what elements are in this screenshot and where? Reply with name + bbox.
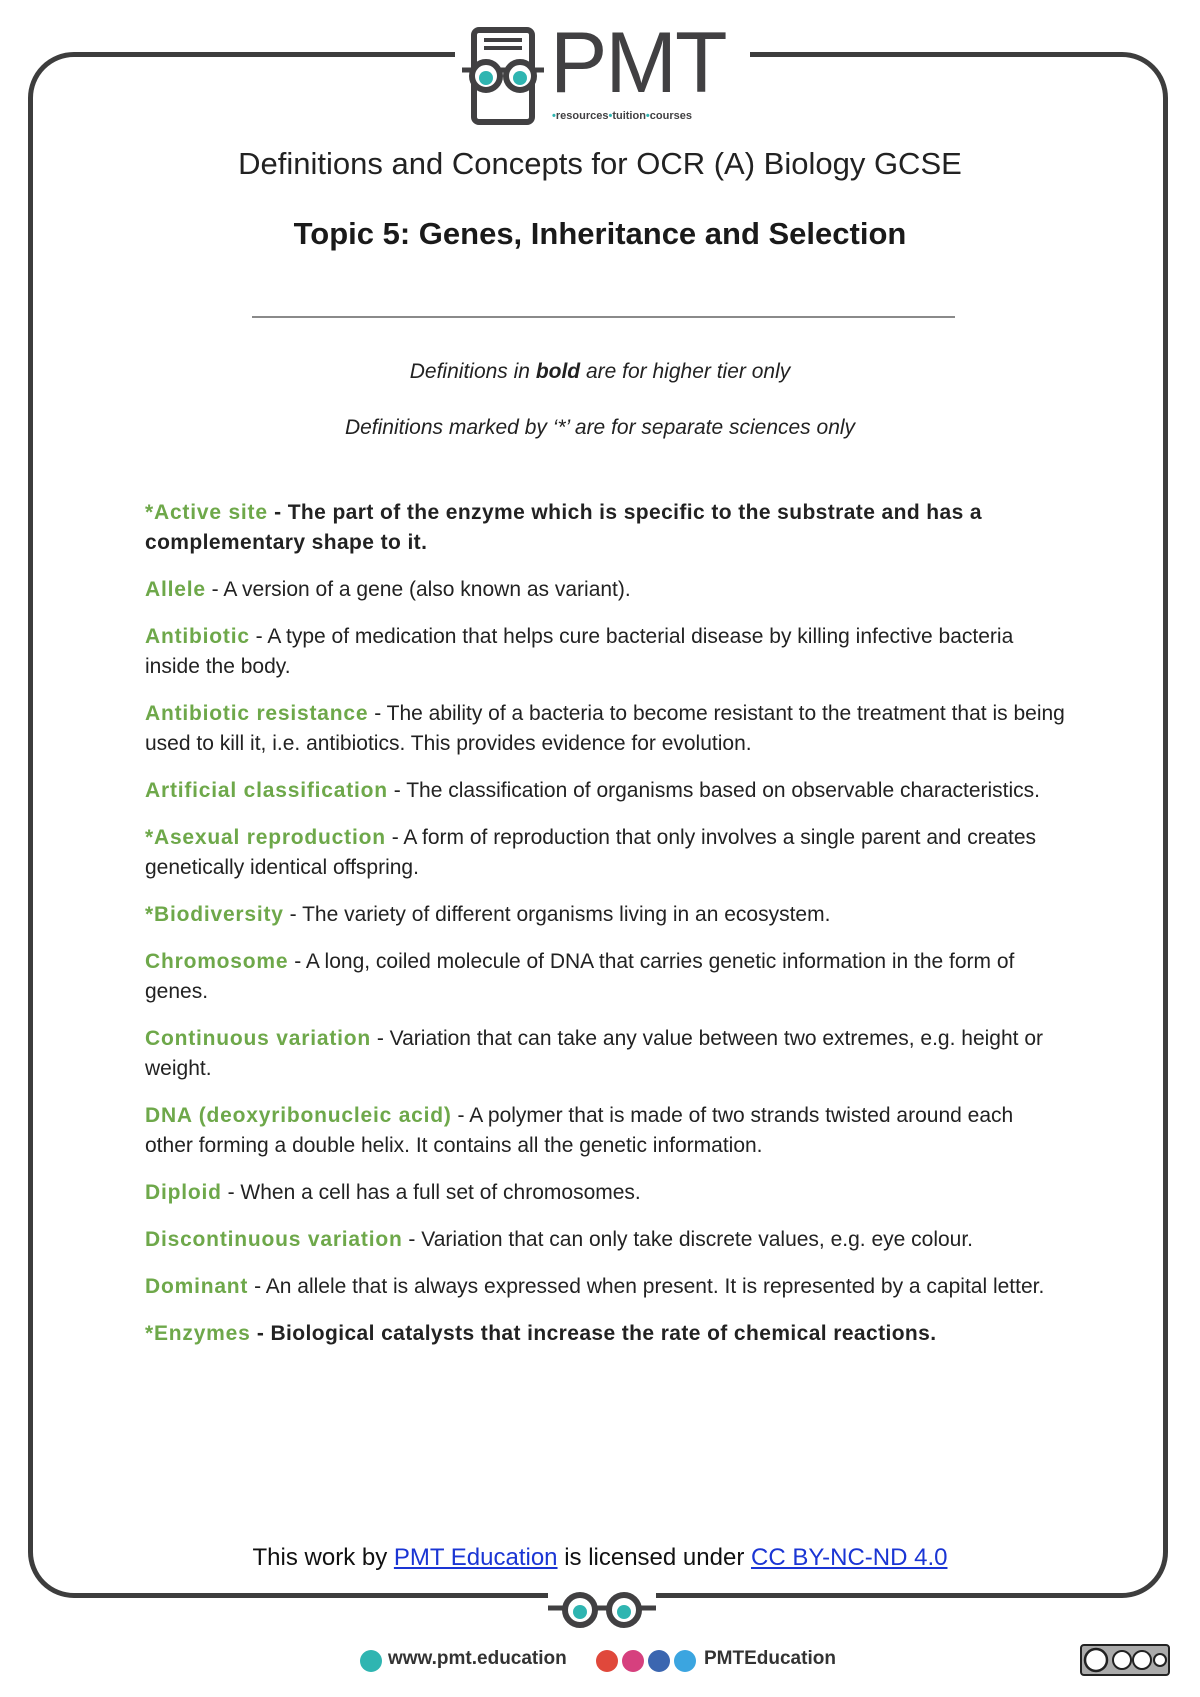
glossary-term: Diploid (145, 1181, 222, 1204)
glossary-entry (145, 1272, 1065, 1302)
goggles-icon (548, 1590, 656, 1630)
glossary-entry (145, 622, 1065, 682)
glossary-term: Discontinuous variation (145, 1228, 403, 1251)
tagline-tuition: tuition (612, 110, 646, 122)
glossary-definition: - A form of reproduction that only involves a single parent and creates genetically identical offspring. (145, 826, 1037, 879)
glossary-definition: - A polymer that is made of two strands twisted around each other forming a double helix. It contains all the genetic information. (145, 1104, 1014, 1157)
document-title: Definitions and Concepts for OCR (A) Biology GCSE (238, 146, 962, 181)
glossary-entry (145, 1225, 1065, 1255)
footer-url[interactable]: www.pmt.education (388, 1648, 567, 1669)
glossary-term: *Enzymes (145, 1322, 251, 1345)
glossary-entry (145, 699, 1065, 759)
cc-license-icon (1082, 1646, 1168, 1674)
glossary-definition: - The part of the enzyme which is specific to the substrate and has a complementary shape to it. (145, 501, 982, 554)
glossary-list (145, 498, 1065, 1366)
glossary-definition: - When a cell has a full set of chromosomes. (221, 1181, 641, 1204)
author-link[interactable]: PMT Education (393, 1544, 558, 1571)
license-link[interactable]: CC BY-NC-ND 4.0 (750, 1544, 948, 1571)
book-goggles-icon (458, 26, 548, 130)
glossary-entry (145, 1319, 1065, 1349)
facebook-icon[interactable] (648, 1650, 670, 1672)
footer-goggles (548, 1590, 656, 1630)
youtube-icon[interactable] (596, 1650, 618, 1672)
glossary-definition: - A type of medication that helps cure bacterial disease by killing infective bacteria inside the body. (145, 625, 1014, 678)
glossary-entry (145, 900, 1065, 930)
glossary-definition: - Biological catalysts that increase the rate of chemical reactions. (250, 1322, 937, 1345)
topic-title: Topic 5: Genes, Inheritance and Selection (293, 216, 907, 251)
glossary-entry (145, 1178, 1065, 1208)
tagline-resources: resources (555, 110, 609, 122)
glossary-entry (145, 776, 1065, 806)
note-separate-sciences: Definitions marked by ‘*’ are for separate sciences only (344, 416, 856, 439)
logo-wordmark: PMT (550, 15, 726, 111)
glossary-entry (145, 947, 1065, 1007)
note-higher-tier: Definitions in bold are for higher tier only (409, 360, 791, 383)
footer-social-handle[interactable]: PMTEducation (704, 1648, 836, 1669)
glossary-entry (145, 575, 1065, 605)
title-divider (252, 316, 955, 318)
glossary-definition: - Variation that can take any value between two extremes, e.g. height or weight. (145, 1027, 1043, 1080)
glossary-term: Antibiotic (145, 625, 250, 648)
glossary-term: *Asexual reproduction (145, 826, 386, 849)
glossary-entry (145, 498, 1065, 558)
glossary-term: DNA (deoxyribonucleic acid) (145, 1104, 452, 1127)
license-line: This work by PMT Education is licensed under CC BY-NC-ND 4.0 (252, 1544, 948, 1571)
note-bold-word: bold (535, 360, 581, 383)
glossary-definition: - The classification of organisms based on observable characteristics. (387, 779, 1041, 802)
glossary-definition: - An allele that is always expressed when present. It is represented by a capital letter. (248, 1275, 1045, 1298)
instagram-icon[interactable] (622, 1650, 644, 1672)
glossary-definition: - A version of a gene (also known as variant). (205, 578, 631, 601)
glossary-definition: - The ability of a bacteria to become resistant to the treatment that is being used to kill it, i.e. antibiotics. This provides evidence for evolution. (145, 702, 1065, 755)
creative-commons-badge[interactable] (1080, 1644, 1170, 1676)
glossary-term: Allele (145, 578, 206, 601)
glossary-term: Artificial classification (145, 779, 388, 802)
logo-tagline: •resources•tuition•courses (552, 110, 692, 122)
glossary-definition: - A long, coiled molecule of DNA that carries genetic information in the form of genes. (145, 950, 1015, 1003)
glossary-term: *Active site (145, 501, 268, 524)
glossary-entry (145, 1101, 1065, 1161)
glossary-entry (145, 823, 1065, 883)
glossary-term: Dominant (145, 1275, 249, 1298)
twitter-icon[interactable] (674, 1650, 696, 1672)
glossary-definition: - The variety of different organisms living in an ecosystem. (283, 903, 831, 926)
glossary-term: Continuous variation (145, 1027, 371, 1050)
pmt-logo (468, 15, 748, 130)
glossary-term: *Biodiversity (145, 903, 284, 926)
glossary-definition: - Variation that can only take discrete values, e.g. eye colour. (402, 1228, 974, 1251)
tagline-courses: courses (649, 110, 692, 122)
glossary-entry (145, 1024, 1065, 1084)
glossary-term: Antibiotic resistance (145, 702, 369, 725)
website-icon (360, 1650, 382, 1672)
glossary-term: Chromosome (145, 950, 289, 973)
